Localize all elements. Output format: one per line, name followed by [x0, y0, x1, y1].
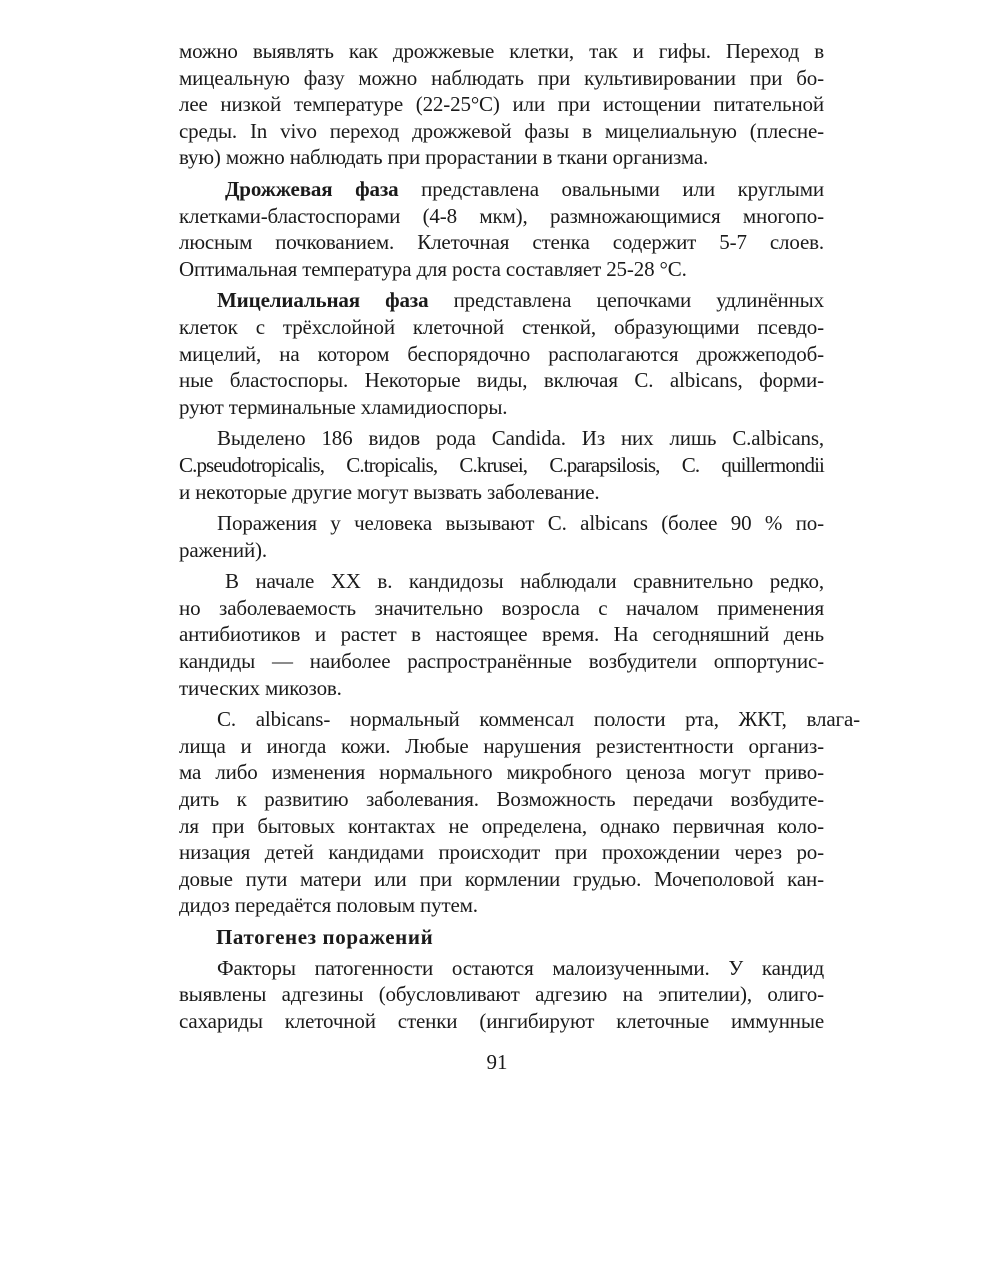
text-line: ма либо изменения нормального микробного ценоза могут приво-	[179, 760, 824, 785]
text-line	[179, 176, 824, 203]
text-line: клетками-бластоспорами (4-8 мкм), размножающимися многопо-	[179, 203, 824, 228]
text-line: сахариды клеточной стенки (ингибируют клеточные иммунные	[179, 1008, 824, 1033]
text-line: среды. In vivo переход дрожжевой фазы в мицелиальную (плесне-	[179, 118, 824, 143]
text-line	[179, 287, 824, 314]
text-line: ные бластоспоры. Некоторые виды, включая C. albicans, форми-	[179, 368, 824, 393]
text-line: но заболеваемость значительно возросла с началом применения	[179, 595, 824, 620]
text-line: C.pseudotropicalis, C.tropicalis, C.krusei, C.parapsilosis, C. quillermondii	[179, 452, 824, 477]
text-line: довые пути матери или при кормлении грудью. Мочеполовой кан-	[179, 866, 824, 891]
text-line: кандиды — наиболее распространённые возбудители оппортунис-	[179, 649, 824, 674]
text-line: можно выявлять как дрожжевые клетки, так и гифы. Переход в	[179, 39, 824, 63]
paragraph-history	[179, 568, 824, 701]
paragraph-lesions	[179, 510, 824, 563]
text-line: В начале XX в. кандидозы наблюдали сравнительно редко,	[225, 569, 824, 594]
text-fragment: представлена цепочками удлинённых	[428, 288, 824, 313]
text-line: лее низкой температуре (22-25°С) или при истощении питательной	[179, 92, 824, 117]
text-line: ражений).	[179, 537, 267, 562]
text-line: дить к развитию заболевания. Возможность передачи возбудите-	[179, 787, 824, 812]
text-line: Поражения у человека вызывают C. albicans (более 90 % по-	[217, 511, 824, 536]
section-heading: Патогенез поражений	[216, 925, 434, 949]
text-line: выявлены адгезины (обусловливают адгезию на эпителии), олиго-	[179, 982, 824, 1007]
text-line: и некоторые другие могут вызвать заболевание.	[179, 479, 600, 504]
text-line: люсным почкованием. Клеточная стенка содержит 5-7 слоев.	[179, 230, 824, 255]
bold-term: Дрожжевая фаза	[225, 176, 399, 201]
text-line: мицеальную фазу можно наблюдать при культивировании при бо-	[179, 65, 824, 90]
paragraph-1	[179, 38, 824, 171]
paragraph-mycelial-phase	[179, 287, 824, 420]
text-line: лища и иногда кожи. Любые нарушения резистентности организ-	[179, 733, 824, 758]
text-line: Выделено 186 видов рода Candida. Из них лишь C.albicans,	[217, 426, 824, 451]
text-line: антибиотиков и растет в настоящее время. На сегодняшний день	[179, 622, 824, 647]
bold-term: Мицелиальная фаза	[217, 288, 429, 313]
page-number: 91	[486, 1050, 508, 1074]
paragraph-species	[179, 425, 824, 505]
page-body	[179, 38, 860, 1039]
paragraph-yeast-phase	[179, 176, 824, 282]
text-line: тических микозов.	[179, 675, 342, 700]
text-line: руют терминальные хламидиоспоры.	[179, 394, 508, 419]
text-line: мицелий, на котором беспорядочно располагаются дрожжеподоб-	[179, 341, 824, 366]
text-line: Факторы патогенности остаются малоизученными. У кандид	[217, 955, 824, 980]
text-line: Оптимальная температура для роста составляет 25-28 °С.	[179, 256, 687, 281]
paragraph-commensal	[179, 706, 860, 919]
text-line: низация детей кандидами происходит при прохождении через ро-	[179, 840, 824, 865]
text-fragment: представлена овальными или круглыми	[398, 176, 824, 201]
text-line: ля при бытовых контактах не определена, однако первичная коло-	[179, 813, 824, 838]
text-line: вую) можно наблюдать при прорастании в ткани организма.	[179, 145, 709, 170]
text-line: C. albicans- нормальный комменсал полости рта, ЖКТ, влага-	[217, 707, 860, 732]
text-line: дидоз передаётся половым путем.	[179, 893, 478, 918]
paragraph-pathogenicity	[179, 955, 824, 1035]
text-line: клеток с трёхслойной клеточной стенкой, образующими псевдо-	[179, 314, 824, 339]
